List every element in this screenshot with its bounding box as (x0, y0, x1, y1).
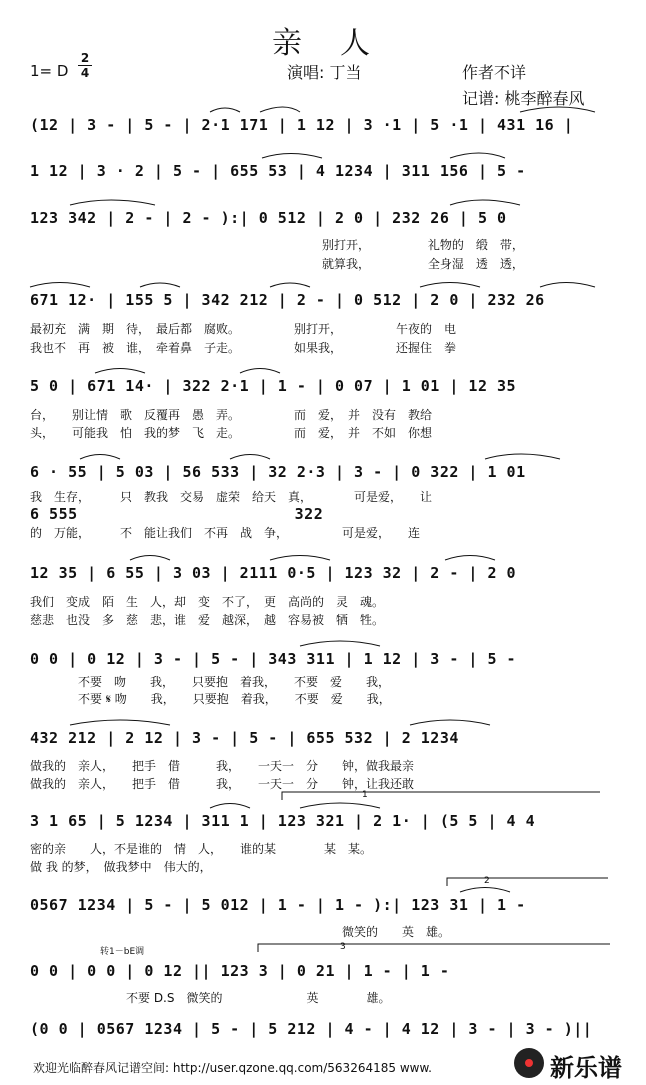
score-system-3-lyrics-2: 就算我， 全身湿 透 透， (322, 257, 524, 271)
score-system-7-lyrics-2: 慈悲 也没 多 慈 悲，谁 爱 越深， 越 容易被 牺 牲。 (30, 613, 385, 627)
site-logo (508, 1046, 640, 1080)
score-system-9-lyrics-2: 做我的 亲人， 把手 借 我， 一天一 分 钟，让我还敢 (30, 777, 415, 791)
score-system-7-notes: 12 35 | 6 55 | 3 03 | 2111 0·5 | 123 32 | 2 - | 2 0 (30, 564, 517, 582)
slur-9 (140, 283, 180, 287)
slur-21 (300, 641, 380, 646)
page-title: 亲 人 (272, 26, 374, 61)
slur-23 (410, 720, 490, 725)
slur-25 (300, 803, 380, 808)
slur-4 (262, 154, 322, 159)
score-system-1-notes: (12 | 3 - | 5 - | 2·1 171 | 1 12 | 3 ·1 | 5 ·1 | 431 16 | (30, 116, 574, 134)
scribe-credit: 记谱: 桃李醉春风 (462, 89, 585, 108)
score-system-5-lyrics-1: 台， 别让情 歌 反覆再 愚 弄。 而 爱， 并 没有 教给 (30, 408, 433, 422)
score-system-11-lyrics-1: 微笑的 英 雄。 (30, 925, 451, 939)
score-system-8-notes: 0 0 | 0 12 | 3 - | 5 - | 343 311 | 1 12 | 3 - | 5 - (30, 650, 517, 668)
volta-1-label: 1 (362, 790, 368, 800)
slur-11 (420, 283, 480, 288)
volta-3-label: 3 (340, 942, 346, 952)
volta-2-bracket (447, 878, 608, 886)
score-system-10-notes: 3 1 65 | 5 1234 | 311 1 | 123 321 | 2 1· | (5 5 | 4 4 (30, 812, 536, 830)
score-system-4-lyrics-1: 最初充 满 期 待， 最后都 腐败。 别打开， 午夜的 电 (30, 322, 457, 336)
score-system-4-notes: 671 12· | 155 5 | 342 212 | 2 - | 0 512 | 2 0 | 232 26 (30, 291, 545, 309)
score-system-6-alt-notes: 6 555 322 (30, 505, 324, 523)
music-disc-icon (514, 1048, 544, 1078)
score-system-2-notes: 1 12 | 3 · 2 | 5 - | 655 53 | 4 1234 | 311 156 | 5 - (30, 162, 526, 180)
slur-1 (210, 108, 240, 112)
score-system-6-lyrics-1: 我 生存， 只 教我 交易 虚荣 给天 真， 可是爱， 让 (30, 490, 433, 504)
key-signature: 1= D (30, 62, 69, 80)
slur-17 (485, 454, 560, 459)
slur-20 (445, 556, 495, 561)
score-system-13-notes: (0 0 | 0567 1234 | 5 - | 5 212 | 4 - | 4 12 | 3 - | 3 - )|| (30, 1020, 593, 1038)
logo-text: 新乐谱 (550, 1054, 622, 1082)
slur-8 (30, 283, 90, 288)
volta-1-bracket (282, 792, 600, 800)
meter-bottom: 4 (80, 66, 90, 80)
score-system-12-notes: 0 0 | 0 0 | 0 12 || 123 3 | 0 21 | 1 - | 1 - (30, 962, 450, 980)
slur-3 (520, 107, 595, 112)
slur-5 (450, 153, 505, 158)
score-system-11-notes: 0567 1234 | 5 - | 5 012 | 1 - | 1 - ):| 123 31 | 1 - (30, 896, 526, 914)
score-system-3-notes: 123 342 | 2 - | 2 - ):| 0 512 | 2 0 | 232 26 | 5 0 (30, 209, 507, 227)
slur-7 (450, 200, 520, 205)
volta-2-label: 2 (484, 876, 490, 886)
singer-credit: 演唱: 丁当 (287, 63, 362, 82)
score-system-3-lyrics-1: 别打开， 礼物的 缎 带， (322, 238, 524, 252)
slur-10 (270, 283, 310, 287)
score-system-5-notes: 5 0 | 671 14· | 322 2·1 | 1 - | 0 07 | 1 01 | 12 35 (30, 377, 517, 395)
slur-18 (130, 556, 170, 561)
score-system-9-lyrics-1: 做我的 亲人， 把手 借 我， 一天一 分 钟，做我最亲 (30, 759, 415, 773)
score-system-8-lyrics-1: 不要 吻 我， 只要抱 着我， 不要 爱 我， (30, 675, 391, 689)
score-system-7-lyrics-0: 的 万能， 不 能让我们 不再 战 争， 可是爱， 连 (30, 526, 421, 540)
footer-text: 欢迎光临醉春风记谱空间: http://user.qzone.qq.com/563264185 www. (33, 1061, 432, 1075)
slur-15 (80, 455, 120, 460)
slur-13 (95, 369, 145, 374)
score-system-5-lyrics-2: 头， 可能我 怕 我的梦 飞 走。 而 爱， 并 不如 你想 (30, 426, 433, 440)
slur-16 (230, 455, 270, 460)
slur-22 (70, 720, 170, 725)
score-system-10-lyrics-2: 做 我 的梦， 做我梦中 伟大的， (30, 860, 212, 874)
slur-19 (270, 556, 330, 561)
slur-2 (260, 107, 300, 112)
score-system-6-notes: 6 · 55 | 5 03 | 56 533 | 32 2·3 | 3 - | 0 322 | 1 01 (30, 463, 526, 481)
score-system-10-lyrics-1: 密的亲 人，不是谁的 情 人， 谁的某 某 某。 (30, 842, 373, 856)
score-system-4-lyrics-2: 我也不 再 被 谁， 牵着鼻 子走。 如果我， 还握住 拳 (30, 341, 457, 355)
modulation-mark: 转1－bE调 (100, 947, 145, 957)
slur-12 (540, 283, 595, 288)
score-system-9-notes: 432 212 | 2 12 | 3 - | 5 - | 655 532 | 2 1234 (30, 729, 459, 747)
slur-24 (210, 804, 250, 809)
slur-6 (70, 200, 155, 205)
score-system-7-lyrics-1: 我们 变成 陌 生 人，却 变 不了， 更 高尚的 灵 魂。 (30, 595, 385, 609)
author-credit: 作者不详 (462, 63, 527, 82)
meter-top: 2 (80, 51, 90, 65)
slur-14 (240, 369, 280, 374)
score-system-12-lyrics-1: 不要 D.S 微笑的 英 雄。 (30, 991, 391, 1005)
volta-3-bracket (258, 944, 610, 952)
score-system-8-lyrics-2: 不要 𝄋 吻 我， 只要抱 着我， 不要 爱 我， (30, 692, 391, 706)
slur-26 (460, 888, 510, 893)
